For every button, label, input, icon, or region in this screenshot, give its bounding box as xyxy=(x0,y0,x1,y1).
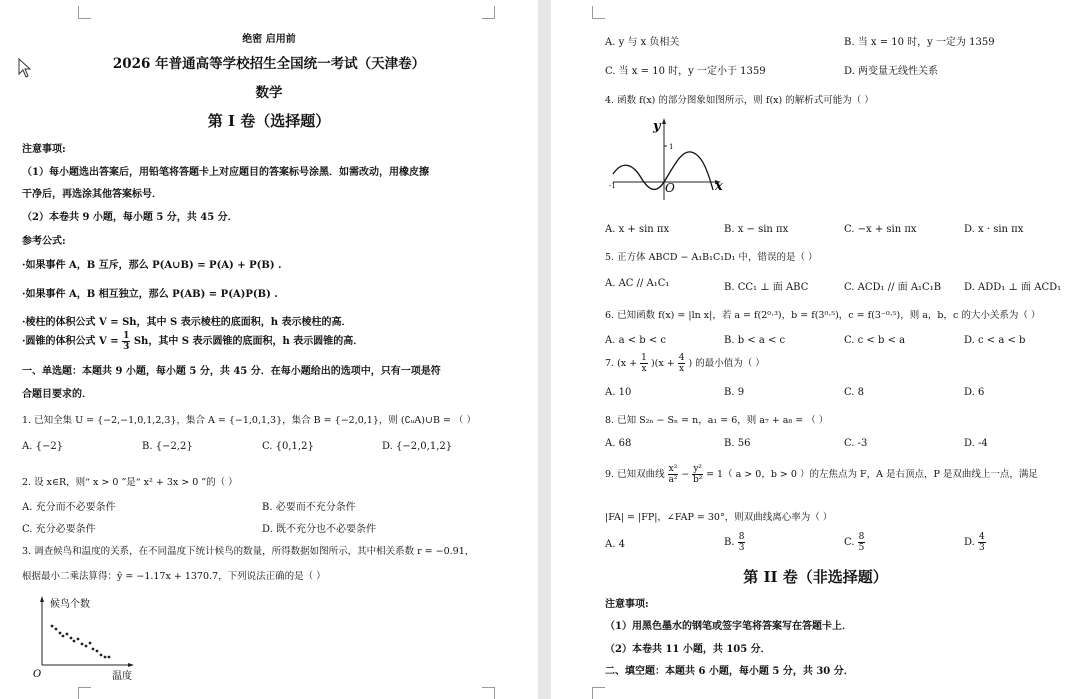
notice-2-item-1: （1）用黑色墨水的钢笔或签字笔将答案写在答题卡上． xyxy=(605,621,852,632)
formula-2: ·如果事件 A，B 相互独立，那么 P(AB) = P(A)P(B) . xyxy=(22,289,278,300)
q5-option-c: C. ACD₁ // 面 A₁C₁B xyxy=(844,282,942,293)
crop-mark xyxy=(592,6,605,19)
q4-option-c: C. −x + sin πx xyxy=(844,224,917,235)
q3-option-b: B. 当 x = 10 时，y 一定为 1359 xyxy=(844,37,995,48)
notice-item-1: （1）每小题选出答案后，用铅笔将答题卡上对应题目的答案标号涂黑．如需改动，用橡皮擦 xyxy=(22,167,429,178)
x-axis-arrow xyxy=(128,663,134,667)
option-label: C. xyxy=(844,537,855,548)
q5-option-a: A. AC // A₁C₁ xyxy=(605,278,670,289)
fraction-denominator: 3 xyxy=(123,342,130,352)
q9-option-d-fraction xyxy=(978,532,986,553)
fraction-numerator: 8 xyxy=(738,532,745,542)
q9-option-b xyxy=(724,532,745,553)
q5-option-d: D. ADD₁ ⊥ 面 ACD₁ xyxy=(964,282,1062,293)
fraction-numerator: 4 xyxy=(678,353,685,363)
q3-scatter-figure xyxy=(30,593,150,685)
q2-option-b: B. 必要而不充分条件 xyxy=(262,502,356,513)
secret-label: 绝密 启用前 xyxy=(242,34,296,45)
q9-option-b-fraction xyxy=(738,532,746,553)
fig4-tick-neg1: -1 xyxy=(609,182,616,190)
crop-mark xyxy=(78,6,91,19)
exam-title: 2026 年普通高等学校招生全国统一考试（天津卷） xyxy=(112,56,426,72)
subject-title: 数学 xyxy=(255,85,283,101)
formula-4-text-rest: Sh，其中 S 表示圆锥的底面积，h 表示圆锥的高． xyxy=(133,336,364,347)
q3-option-d: D. 两变量无线性关系 xyxy=(844,66,939,77)
section-2-heading: 二、填空题：本题共 6 小题，每小题 5 分，共 30 分． xyxy=(605,666,854,677)
notice-heading-2: 注意事项: xyxy=(605,599,649,610)
document-page-right xyxy=(551,0,1080,699)
q6-option-c: C. c < b < a xyxy=(844,335,906,346)
fraction-numerator: x² xyxy=(668,464,678,474)
q9-option-c-fraction xyxy=(858,532,866,553)
q3-option-a: A. y 与 x 负相关 xyxy=(605,37,680,48)
crop-mark xyxy=(78,687,91,699)
formula-1: ·如果事件 A，B 互斥，那么 P(A∪B) = P(A) + P(B) . xyxy=(22,260,282,271)
question-8: 8. 已知 S₂ₙ − Sₙ = n，a₁ = 6，则 a₇ + a₈ = （ ） xyxy=(605,415,829,426)
q4-function-graph xyxy=(607,116,727,206)
q9-option-d xyxy=(964,532,986,553)
q4-option-b: B. x − sin πx xyxy=(724,224,789,235)
question-9-cont: |FA| = |FP|，∠FAP = 30°，则双曲线离心率为（ ） xyxy=(605,512,833,523)
notice-heading: 注意事项: xyxy=(22,144,66,155)
q7-option-a: A. 10 xyxy=(605,387,632,398)
formula-4-fraction xyxy=(122,331,130,352)
fraction-denominator: x xyxy=(641,364,647,374)
fraction-numerator: 1 xyxy=(123,331,130,341)
q5-option-b: B. CC₁ ⊥ 面 ABC xyxy=(724,282,809,293)
notice-item-1-cont: 干净后，再选涂其他答案标号． xyxy=(22,189,162,200)
fraction-denominator: 5 xyxy=(858,543,865,553)
fraction-numerator: 8 xyxy=(858,532,865,542)
q3-option-c: C. 当 x = 10 时，y 一定小于 1359 xyxy=(605,66,766,77)
q9-fraction-1 xyxy=(668,464,679,485)
option-label: D. xyxy=(964,537,975,548)
q8-option-a: A. 68 xyxy=(605,438,632,449)
formula-4 xyxy=(22,331,363,352)
section-1-heading-cont: 合题目要求的． xyxy=(22,389,92,400)
fig4-y-label: y xyxy=(653,119,661,134)
question-5: 5. 正方体 ABCD − A₁B₁C₁D₁ 中，错误的是（ ） xyxy=(605,252,818,263)
crop-mark xyxy=(482,687,495,699)
question-1: 1. 已知全集 U = {−2,−1,0,1,2,3}，集合 A = {−1,0,1,3}，集合 B = {−2,0,1}，则 (∁ᵤA)∪B = （ ） xyxy=(22,415,476,426)
fig4-tick-one: 1 xyxy=(669,143,674,151)
q6-option-b: B. b < a < c xyxy=(724,335,786,346)
q7-fraction-1 xyxy=(640,353,648,374)
fraction-denominator: x xyxy=(679,364,685,374)
option-label: B. xyxy=(724,537,735,548)
scatter-points xyxy=(51,625,111,659)
fraction-numerator: y² xyxy=(693,464,703,474)
part1-title: 第 I 卷（选择题） xyxy=(207,112,331,130)
function-curve xyxy=(613,152,713,190)
q1-option-b: B. {−2,2} xyxy=(142,441,193,452)
fraction-denominator: 3 xyxy=(979,543,985,553)
formula-4-text: ·圆锥的体积公式 V = xyxy=(22,336,119,347)
q4-option-a: A. x + sin πx xyxy=(605,224,670,235)
question-4: 4. 函数 f(x) 的部分图象如图所示，则 f(x) 的解析式可能为（ ） xyxy=(605,95,874,106)
question-3: 3. 调查候鸟和温度的关系，在不同温度下统计候鸟的数量，所得数据如图所示，其中相关系数 r = −0.91， xyxy=(22,546,475,557)
formula-heading: 参考公式: xyxy=(22,236,66,247)
q7-option-d: D. 6 xyxy=(964,387,985,398)
q9-text: 9. 已知双曲线 xyxy=(605,469,665,480)
y-axis-arrow xyxy=(662,118,666,124)
q8-option-d: D. -4 xyxy=(964,438,988,449)
q9-text-rest: = 1（ a > 0，b > 0 ）的左焦点为 F，A 是右顶点，P 是双曲线上一点，满足 xyxy=(706,469,1038,480)
question-7 xyxy=(605,353,765,374)
q2-option-c: C. 充分必要条件 xyxy=(22,524,96,535)
q9-option-c xyxy=(844,532,865,553)
question-3-cont: 根据最小二乘法算得：ŷ = −1.17x + 1370.7，下列说法正确的是（ ） xyxy=(22,571,326,582)
q7-text: 7. (x + xyxy=(605,358,638,369)
fraction-denominator: 3 xyxy=(738,543,745,553)
fig3-y-label: 候鸟个数 xyxy=(50,599,90,610)
q1-option-d: D. {−2,0,1,2} xyxy=(382,441,453,452)
fig4-origin: O xyxy=(665,181,675,195)
crop-mark xyxy=(482,6,495,19)
q2-option-a: A. 充分而不必要条件 xyxy=(22,502,116,513)
section-1-heading: 一、单选题：本题共 9 小题，每小题 5 分，共 45 分．在每小题给出的选项中，只有一项是符 xyxy=(22,366,441,377)
q6-option-d: D. c < a < b xyxy=(964,335,1026,346)
q9-minus: − xyxy=(681,469,690,480)
q7-text-end: ) 的最小值为（ ） xyxy=(688,358,765,369)
notice-item-2: （2）本卷共 9 小题，每小题 5 分，共 45 分． xyxy=(22,212,238,223)
q1-option-a: A. {−2} xyxy=(22,441,64,452)
fig3-x-label: 温度 xyxy=(112,671,132,682)
q9-fraction-2 xyxy=(692,464,703,485)
q9-option-a: A. 4 xyxy=(605,539,625,550)
q6-option-a: A. a < b < c xyxy=(605,335,667,346)
fraction-denominator: b² xyxy=(693,475,703,485)
q7-text-mid: )(x + xyxy=(650,358,675,369)
part2-title: 第 II 卷（非选择题） xyxy=(743,568,888,586)
y-axis-arrow xyxy=(40,596,44,602)
fraction-numerator: 1 xyxy=(641,353,647,363)
q4-option-d: D. x · sin πx xyxy=(964,224,1024,235)
document-page-left xyxy=(0,0,538,699)
question-9 xyxy=(605,464,1038,485)
question-2: 2. 设 x∈R，则“ x > 0 ”是“ x² + 3x > 0 ”的（ ） xyxy=(22,477,238,488)
crop-mark xyxy=(592,687,605,699)
fig3-origin: O xyxy=(33,669,42,680)
q8-option-b: B. 56 xyxy=(724,438,751,449)
q8-option-c: C. -3 xyxy=(844,438,868,449)
notice-2-item-2: （2）本卷共 11 小题，共 105 分． xyxy=(605,644,771,655)
formula-3: ·棱柱的体积公式 V = Sh，其中 S 表示棱柱的底面积，h 表示棱柱的高． xyxy=(22,317,352,328)
fraction-numerator: 4 xyxy=(979,532,985,542)
q2-option-d: D. 既不充分也不必要条件 xyxy=(262,524,377,535)
fig4-x-label: x xyxy=(715,179,723,194)
question-6: 6. 已知函数 f(x) = |ln x|，若 a = f(2⁰·³)，b = f(3⁰·⁵)，c = f(3⁻⁰·⁵)，则 a，b，c 的大小关系为（ ） xyxy=(605,310,1041,321)
fraction-denominator: a² xyxy=(668,475,678,485)
q7-fraction-2 xyxy=(678,353,686,374)
q7-option-c: C. 8 xyxy=(844,387,865,398)
q7-option-b: B. 9 xyxy=(724,387,745,398)
q1-option-c: C. {0,1,2} xyxy=(262,441,314,452)
